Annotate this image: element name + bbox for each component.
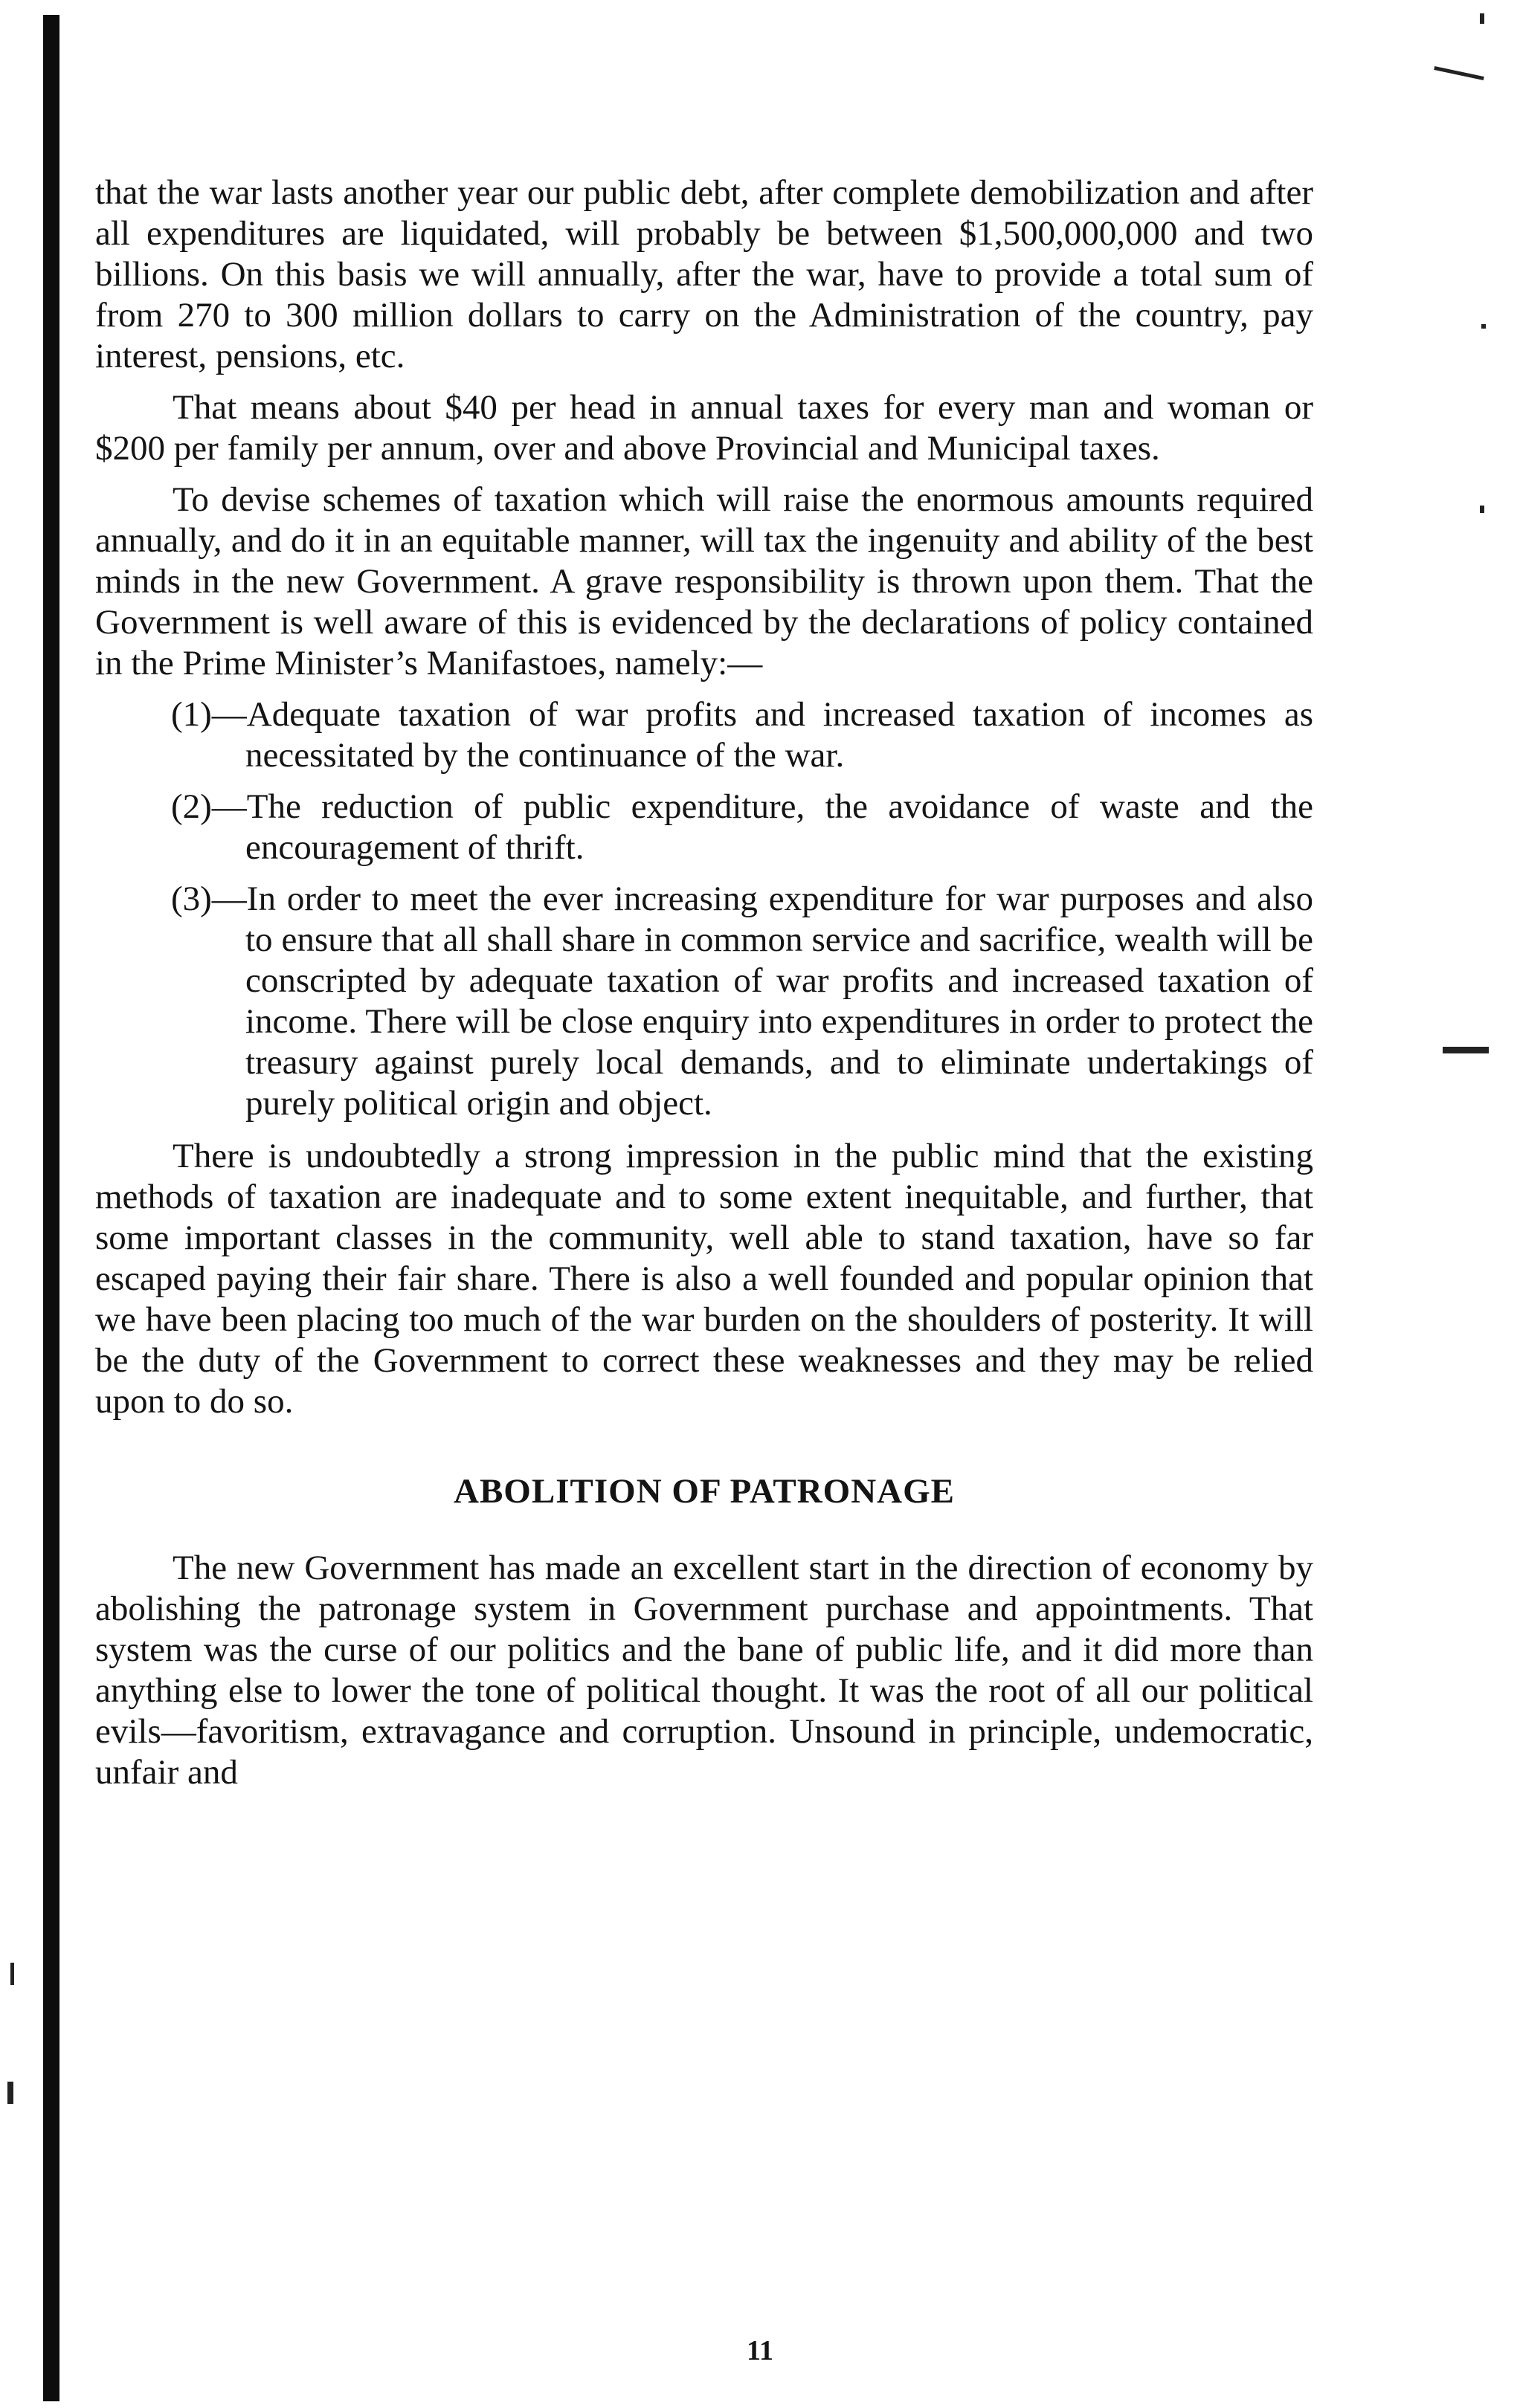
paragraph-taxes-per-head: That means about $40 per head in annual taxes for every man and woman or $200 per family per annum, over and above Provincial and Municipal taxes. [95,388,1313,468]
edge-mark-left-margin [10,1963,14,1985]
policy-item-1: (1)—Adequate taxation of war profits and increased taxation of incomes as necessitated by the continuance of the war. [171,695,1313,775]
edge-mark-top-right [1434,66,1484,80]
paragraph-public-impression: There is undoubtedly a strong impression in the public mind that the existing methods of taxation are inadequate and to some extent inequitable, and further, that some important classes in the community, well able to stand taxation, have so far escaped paying their fair share. There is also a well founded and popular opinion that we have been placing too much of the war burden on the shoulders of posterity. It will be the duty of the Government to correct these weaknesses and they may be relied upon to do so. [95,1137,1313,1421]
edge-mark-right-dash [1443,1047,1489,1053]
policy-list [95,694,1313,1124]
paragraph-public-debt: that the war lasts another year our public debt, after complete demobilization and after all expenditures are liquidated, will probably be between $1,500,000,000 and two billions. On this basis we will annually, after the war, have to provide a total sum of from 270 to 300 million dollars to carry on the Administration of the country, pay interest, pensions, etc. [95,173,1313,375]
policy-item-2: (2)—The reduction of public expenditure, the avoidance of waste and the encouragement of thrift. [171,787,1313,867]
binding-shadow [43,15,59,2401]
edge-mark-left-margin-2 [7,2082,13,2104]
edge-mark-right-margin-2 [1480,506,1484,513]
edge-mark-top-right-small [1480,13,1484,24]
edge-mark-right-margin [1481,324,1486,329]
paragraph-taxation-schemes: To devise schemes of taxation which will raise the enormous amounts required annually, and do it in an equitable manner, will tax the ingenuity and ability of the best minds in the new Government. A grave responsibility is thrown upon them. That the Government is well aware of this is evidenced by the declarations of policy contained in the Prime Minister’s Manifastoes, namely:— [95,480,1313,682]
paragraph-patronage: The new Government has made an excellent start in the direction of economy by abolishing the patronage system in Government purchase and appointments. That system was the curse of our politics and the bane of public life, and it did more than anything else to lower the tone of political thought. It was the root of all our political evils—favoritism, extravagance and corruption. Unsound in principle, undemocratic, unfair and [95,1549,1313,1792]
section-heading: ABOLITION OF PATRONAGE [454,1472,955,1511]
policy-item-3: (3)—In order to meet the ever increasing expenditure for war purposes and also to ensure that all shall share in common service and sacrifice, wealth will be conscripted by adequate taxation of war profits and increased taxation of income. There will be close enquiry into expenditures in order to protect the treasury against purely local demands, and to eliminate undertakings of purely political origin and object. [171,879,1313,1123]
page-number: 11 [747,2335,773,2366]
page-body [95,172,1313,1804]
